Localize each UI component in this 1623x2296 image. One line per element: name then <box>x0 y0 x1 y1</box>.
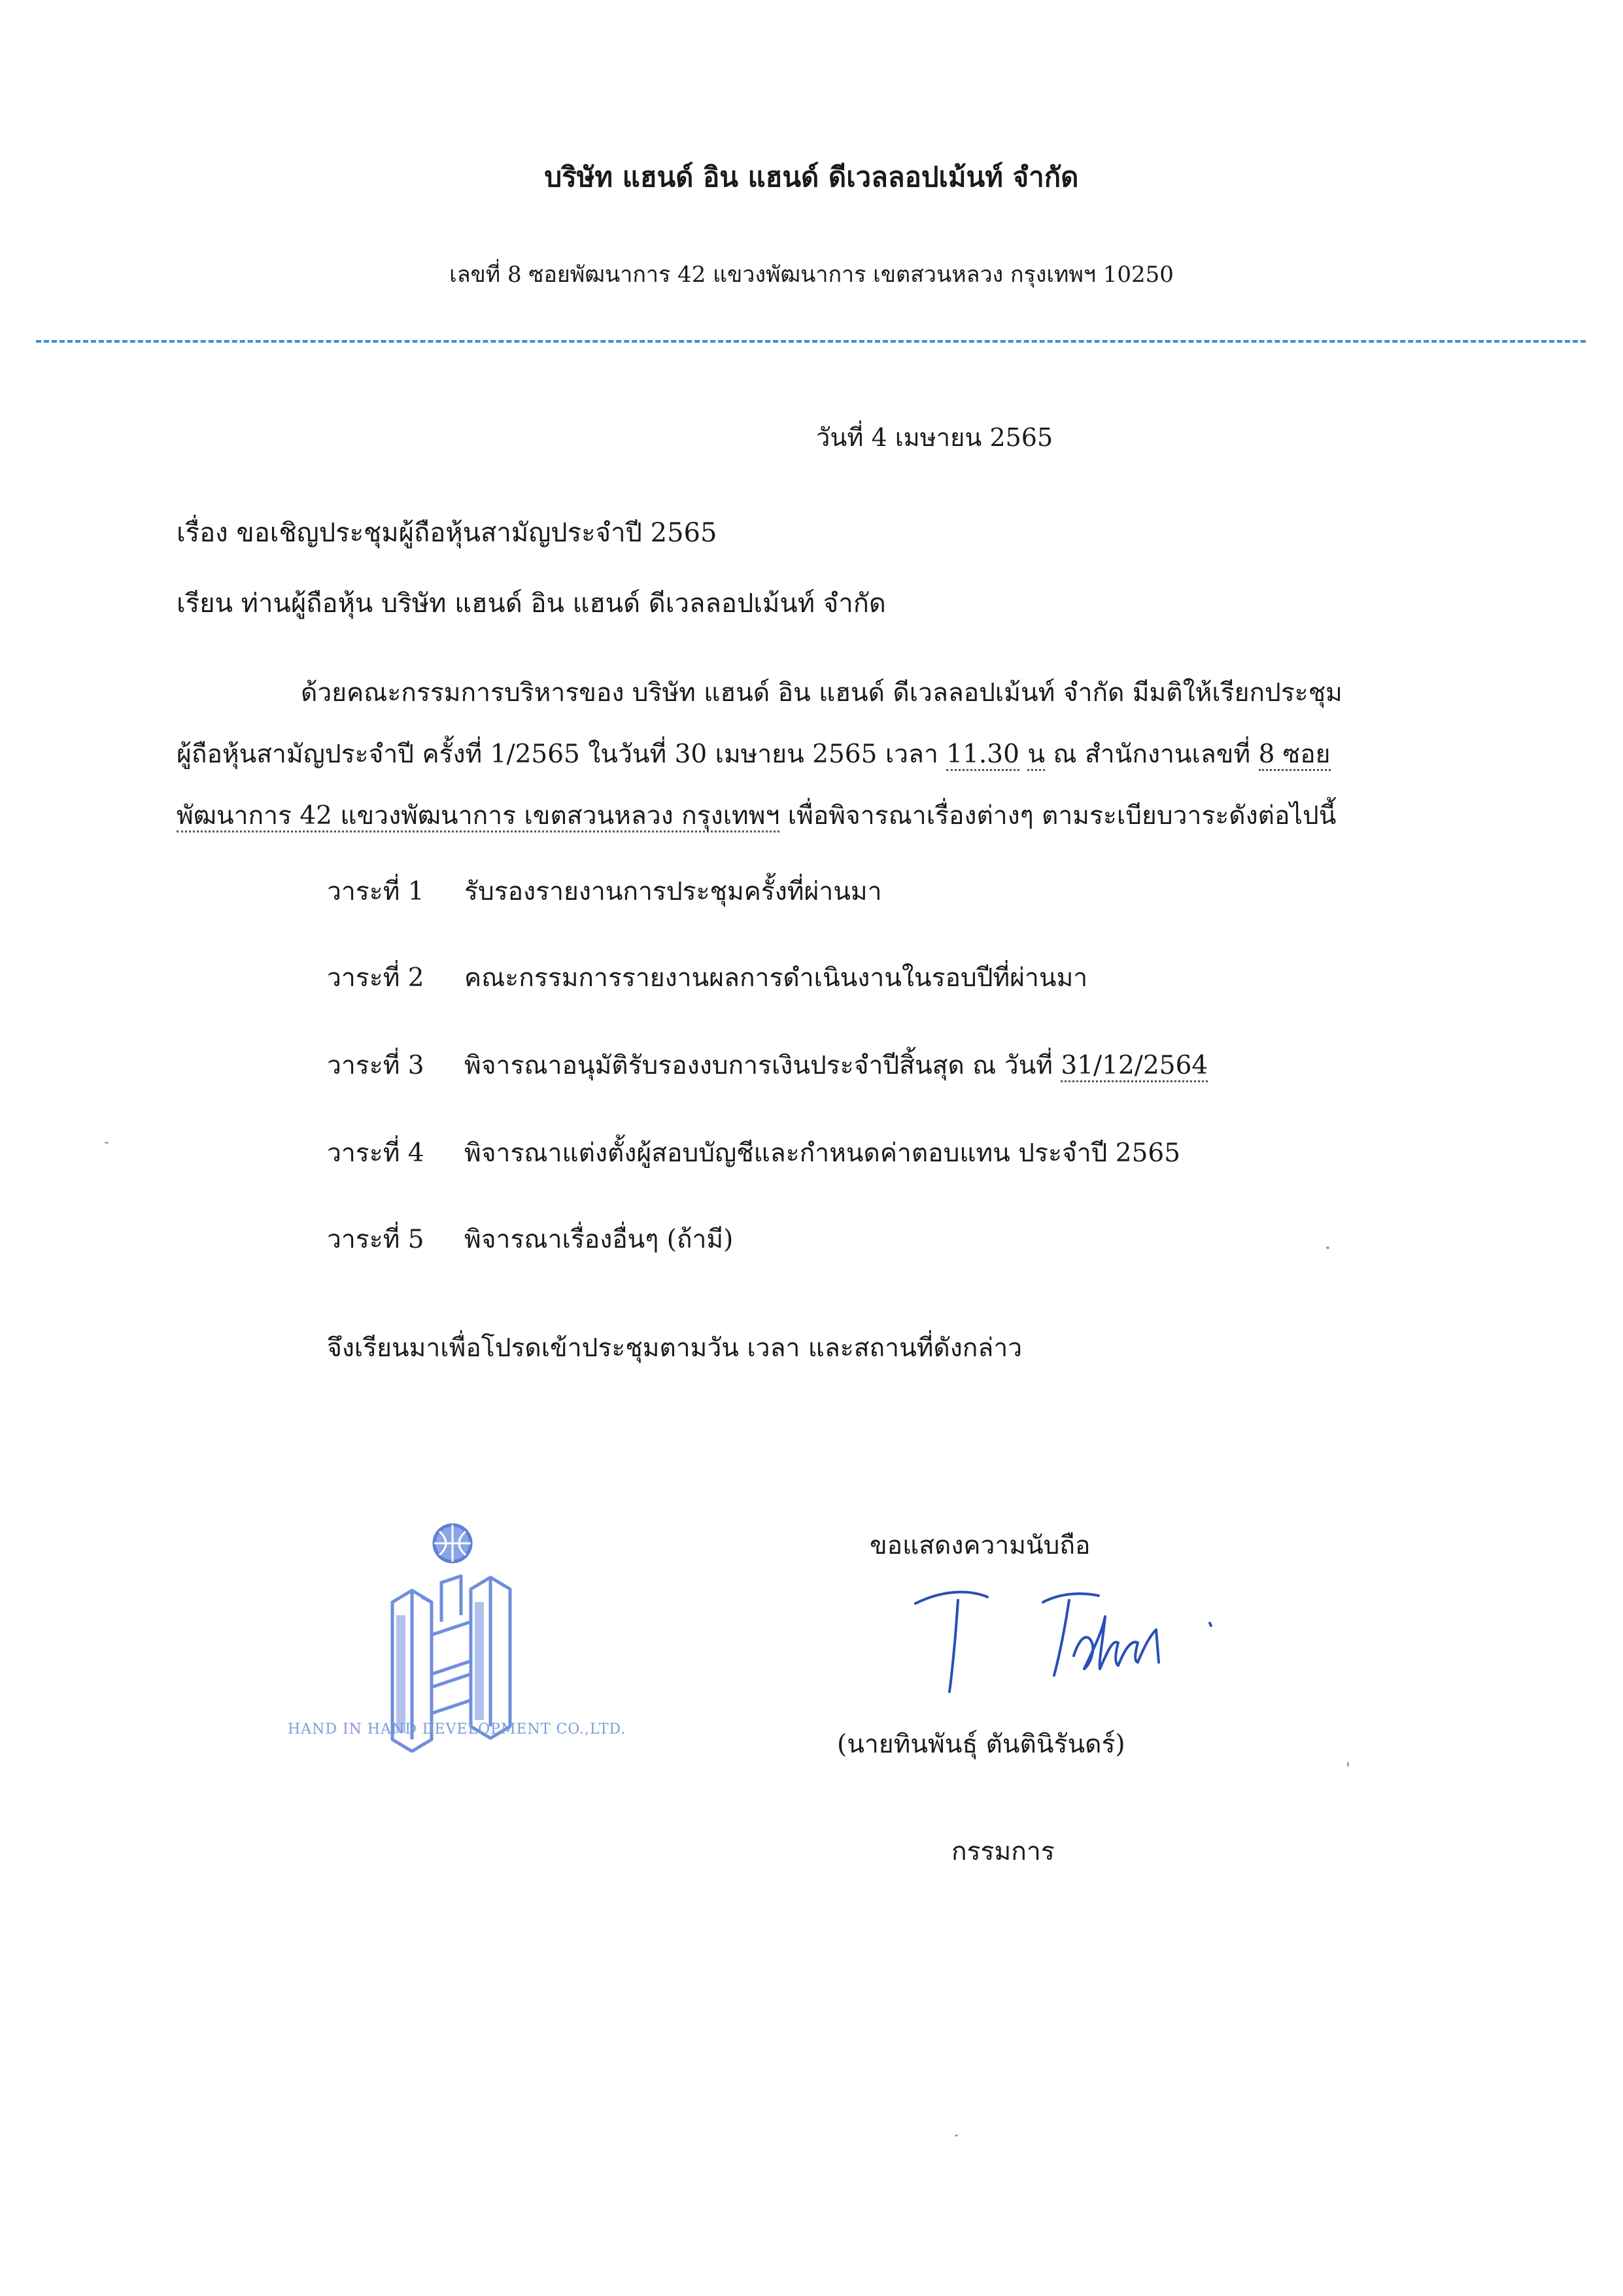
company-logo-stamp <box>281 1517 621 1753</box>
agenda-text: พิจารณาเรื่องอื่นๆ (ถ้ามี) <box>464 1225 734 1254</box>
letterhead-divider <box>36 340 1586 343</box>
scan-speck <box>1347 1762 1349 1767</box>
meeting-location: พัฒนาการ 42 แขวงพัฒนาการ เขตสวนหลวง กรุงเทพฯ <box>177 801 779 832</box>
letter-subject: เรื่อง ขอเชิญประชุมผู้ถือหุ้นสามัญประจำปี 2565 <box>177 518 717 548</box>
regards-text: ขอแสดงความนับถือ <box>870 1531 1091 1560</box>
letter-date: วันที่ 4 เมษายน 2565 <box>816 423 1053 452</box>
agenda-text: รับรองรายงานการประชุมครั้งที่ผ่านมา <box>464 877 882 906</box>
signature <box>902 1577 1216 1708</box>
meeting-time-unit: น <box>1027 740 1045 771</box>
company-name: บริษัท แฮนด์ อิน แฮนด์ ดีเวลลอปเม้นท์ จำกัด <box>544 161 1079 193</box>
signer-name: (นายทินพันธุ์ ตันตินิรันดร์) <box>837 1730 1125 1759</box>
agenda-item <box>327 1133 1180 1173</box>
body-line-3-end: เพื่อพิจารณาเรื่องต่างๆ ตามระเบียบวาระดังต่อไปนี้ <box>779 801 1337 831</box>
meeting-address-number: 8 ซอย <box>1259 740 1331 771</box>
agenda-number: วาระที่ 5 <box>327 1225 424 1254</box>
body-line-3 <box>177 795 1336 836</box>
fiscal-year-end-date: 31/12/2564 <box>1061 1051 1208 1082</box>
body-line-2-mid: ณ สำนักงานเลขที่ <box>1045 740 1259 769</box>
letter-recipient: เรียน ท่านผู้ถือหุ้น บริษัท แฮนด์ อิน แฮนด์ ดีเวลลอปเม้นท์ จำกัด <box>177 589 886 619</box>
agenda-item <box>327 1219 733 1259</box>
agenda-number: วาระที่ 1 <box>327 877 424 906</box>
agenda-number: วาระที่ 3 <box>327 1051 424 1080</box>
body-line-1: ด้วยคณะกรรมการบริหารของ บริษัท แฮนด์ อิน แฮนด์ ดีเวลลอปเม้นท์ จำกัด มีมติให้เรียกประชุม <box>301 678 1342 708</box>
agenda-item <box>327 871 882 912</box>
agenda-item <box>327 957 1087 998</box>
company-address: เลขที่ 8 ซอยพัฒนาการ 42 แขวงพัฒนาการ เขตสวนหลวง กรุงเทพฯ 10250 <box>449 262 1174 288</box>
agenda-text: คณะกรรมการรายงานผลการดำเนินงานในรอบปีที่ผ่านมา <box>464 963 1088 993</box>
agenda-text: พิจารณาแต่งตั้งผู้สอบบัญชีและกำหนดค่าตอบแทน ประจำปี 2565 <box>464 1139 1181 1168</box>
body-line-2-space <box>1019 740 1027 769</box>
scan-speck <box>1326 1246 1329 1249</box>
closing-sentence: จึงเรียนมาเพื่อโปรดเข้าประชุมตามวัน เวลา และสถานที่ดังกล่าว <box>327 1333 1023 1363</box>
scan-speck <box>955 2134 958 2136</box>
meeting-time: 11.30 <box>946 740 1019 771</box>
agenda-number: วาระที่ 4 <box>327 1139 424 1168</box>
body-line-2 <box>177 734 1331 774</box>
stamp-company-name: HAND IN HAND DEVELOPMENT CO.,LTD. <box>288 1721 626 1738</box>
signer-position: กรรมการ <box>951 1837 1055 1866</box>
agenda-text: พิจารณาอนุมัติรับรองงบการเงินประจำปีสิ้นสุด ณ วันที่ <box>464 1051 1061 1080</box>
agenda-item <box>327 1045 1208 1086</box>
body-line-2-start: ผู้ถือหุ้นสามัญประจำปี ครั้งที่ 1/2565 ในวันที่ 30 เมษายน 2565 เวลา <box>177 740 947 769</box>
scan-speck <box>105 1142 109 1144</box>
agenda-number: วาระที่ 2 <box>327 963 424 993</box>
